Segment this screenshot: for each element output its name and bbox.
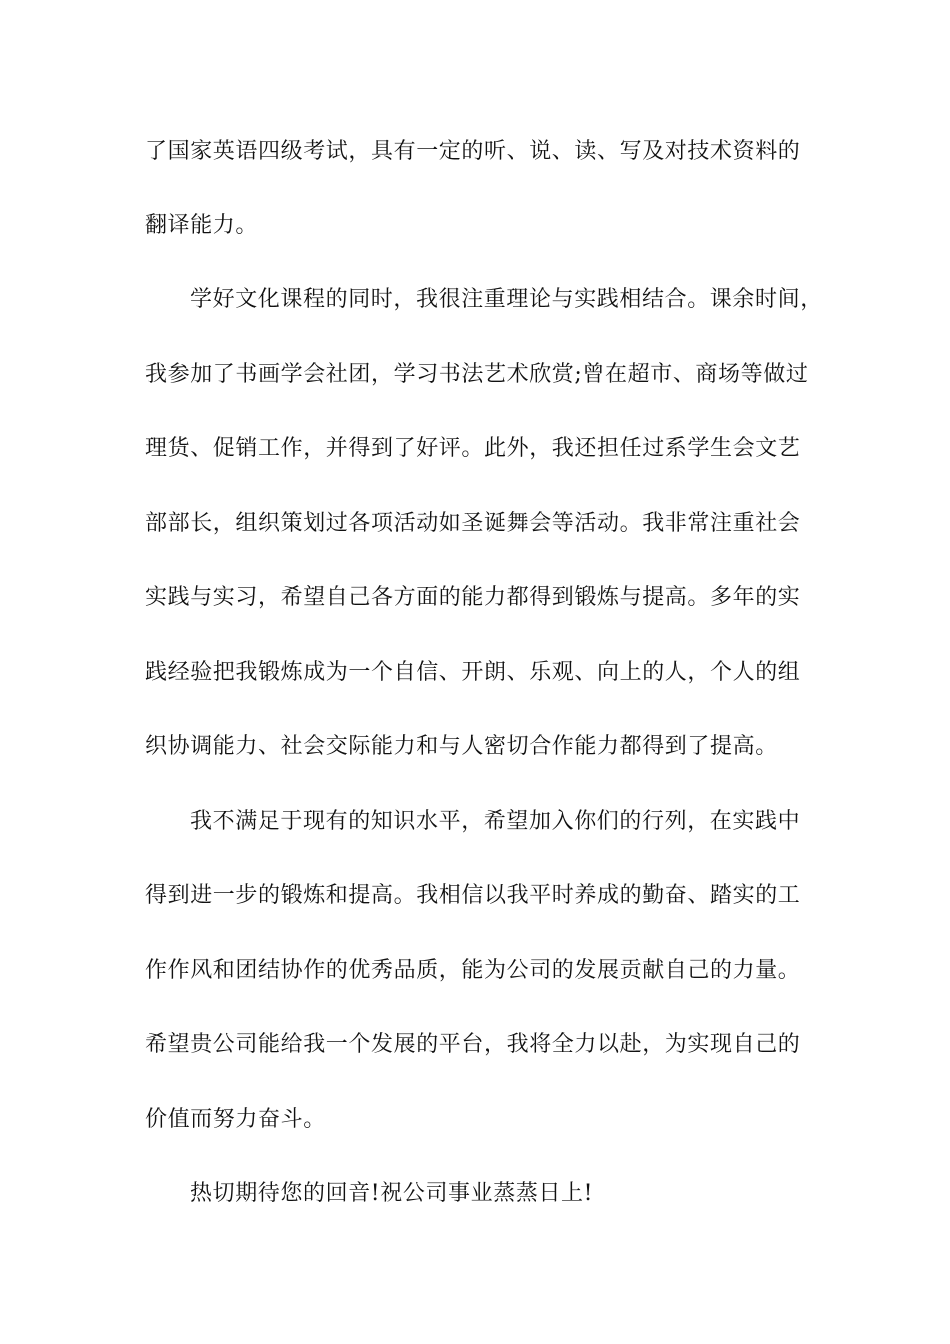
text-line: 部部长，组织策划过各项活动如圣诞舞会等活动。我非常注重社会 [145, 511, 801, 536]
text-line: 作作风和团结协作的优秀品质，能为公司的发展贡献自己的力量。 [145, 958, 801, 983]
closing-line: 热切期待您的回音!祝公司事业蒸蒸日上! [190, 1181, 594, 1206]
text-line: 践经验把我锻炼成为一个自信、开朗、乐观、向上的人，个人的组 [145, 660, 801, 685]
text-line: 价值而努力奋斗。 [145, 1107, 326, 1132]
text-line: 理货、促销工作，并得到了好评。此外，我还担任过系学生会文艺 [145, 436, 801, 461]
text-line: 希望贵公司能给我一个发展的平台，我将全力以赴，为实现自己的 [145, 1032, 801, 1057]
text-line: 我参加了书画学会社团，学习书法艺术欣赏;曾在超市、商场等做过 [145, 362, 809, 387]
text-line: 了国家英语四级考试，具有一定的听、说、读、写及对技术资料的 [145, 139, 801, 164]
text-line: 实践与实习，希望自己各方面的能力都得到锻炼与提高。多年的实 [145, 585, 801, 610]
paragraph-start-line: 我不满足于现有的知识水平，希望加入你们的行列，在实践中 [190, 809, 801, 834]
text-line: 得到进一步的锻炼和提高。我相信以我平时养成的勤奋、踏实的工 [145, 883, 801, 908]
paragraph-start-line: 学好文化课程的同时，我很注重理论与实践相结合。课余时间， [190, 287, 823, 312]
text-line: 翻译能力。 [145, 213, 259, 238]
text-line: 织协调能力、社会交际能力和与人密切合作能力都得到了提高。 [145, 734, 778, 759]
